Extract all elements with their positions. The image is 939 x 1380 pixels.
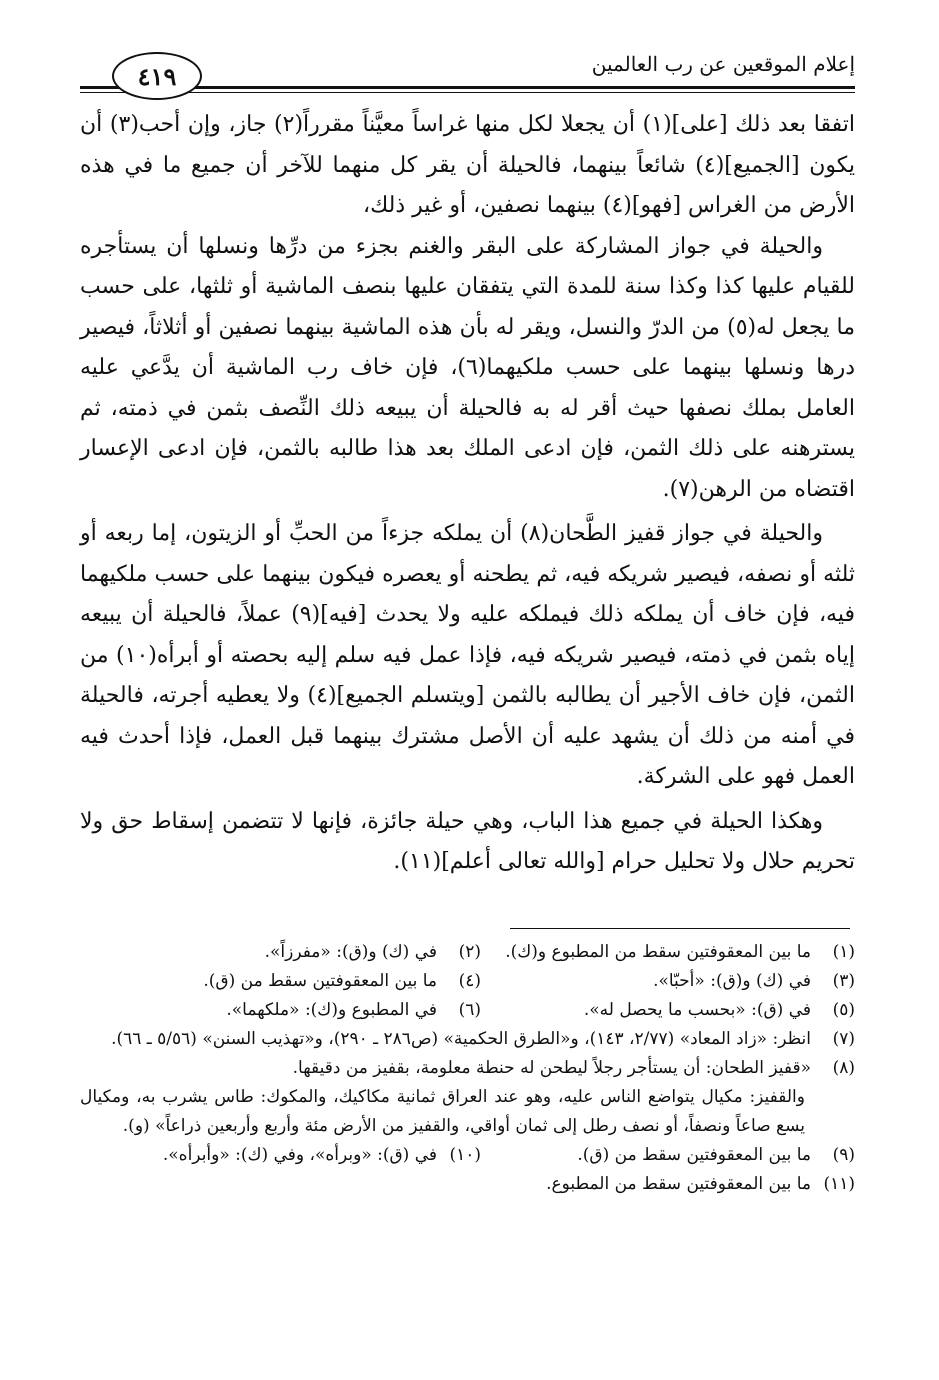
footnote-text: ما بين المعقوفتين سقط من (ق). — [203, 971, 437, 991]
footnote-text-continued: والقفيز: مكيال يتواضع الناس عليه، وهو عند العراق ثمانية مكاكيك، والمكوك: طاس يشرب به، ومكيال يسع صاعاً ونصفاً، أو نصف رطل إلى ثمان أواقي، والقفيز من الأرض مئة وأربع وأربعين ذراعاً» (و). — [80, 1087, 805, 1136]
footnote-separator — [510, 928, 850, 929]
footnote-text: «قفيز الطحان: أن يستأجر رجلاً ليطحن له حنطة معلومة، بقفيز من دقيقها. — [292, 1058, 811, 1078]
footnote-row — [80, 1025, 855, 1054]
footnote-number: (١٠) — [449, 1145, 481, 1165]
paragraph-1: اتفقا بعد ذلك [على](١) أن يجعلا لكل منها غراساً معيَّناً مقرراً(٢) جاز، وإن أحب(٣) أن يكون [الجميع](٤) شائعاً بينهما، فالحيلة أن يقر كل منهما للآخر أن جميع ما في هذه الأرض من الغراس [فهو](٤) بينهما نصفين، أو غير ذلك، — [80, 112, 855, 218]
footnotes — [80, 938, 855, 1199]
footnote-row — [80, 1170, 855, 1199]
paragraph-2: والحيلة في جواز المشاركة على البقر والغنم بجزء من درِّها ونسلها أن يستأجره للقيام عليها كذا وكذا سنة للمدة التي يتفقان عليها بنصف الماشية أو ثلثها، على حسب ما يجعل له(٥) من الدرّ والنسل، ويقر له بأن هذه الماشية بينهما نصفين أو أثلاثاً، فيصير درها ونسلها بينهما على حسب ملكيهما(٦)، فإن خاف رب الماشية أن يدَّعي عليه العامل بملك نصفها حيث أقر له به فالحيلة أن يبيعه ذلك النِّصف بثمن في ذمته، ثم يسترهنه على ذلك الثمن، فإن ادعى الملك بعد هذا طالبه بالثمن، فإن ادعى الإعسار اقتضاه من الرهن(٧). — [80, 233, 856, 502]
footnote-text: في (ك) و(ق): «أحبّا». — [653, 971, 811, 991]
footnote-number: (٥) — [832, 1000, 855, 1020]
footnote-text: ما بين المعقوفتين سقط من (ق). — [577, 1145, 811, 1165]
footnote-number: (٩) — [832, 1145, 855, 1165]
footnote-number: (٧) — [832, 1029, 855, 1049]
page-number: ٤١٩ — [112, 52, 202, 100]
footnote-text: ما بين المعقوفتين سقط من المطبوع و(ك). — [505, 942, 811, 962]
footnote-number: (٣) — [832, 971, 855, 991]
footnote-row — [80, 967, 855, 996]
footnote-number: (١١) — [823, 1174, 855, 1194]
footnote-text: في المطبوع و(ك): «ملكهما». — [226, 1000, 437, 1020]
footnote-text: ما بين المعقوفتين سقط من المطبوع. — [546, 1174, 811, 1194]
footnote-row — [80, 1054, 855, 1083]
footnote-text: في (ك) و(ق): «مفرزاً». — [264, 942, 437, 962]
running-title: إعلام الموقعين عن رب العالمين — [591, 52, 855, 76]
paragraph-3: والحيلة في جواز قفيز الطَّحان(٨) أن يملكه جزءاً من الحبِّ أو الزيتون، إما ربعه أو ثلثه أو نصفه، فيصير شريكه فيه، ثم يطحنه أو يعصره فيكون بينهما على حسب ملكيهما فيه، فإن خاف أن يملكه ذلك فيملكه عليه ولا يحدث [فيه](٩) عملاً، فالحيلة أن يبيعه إياه بثمن في ذمته، فيصير شريكه فيه، فإذا عمل فيه سلم إليه بحصته أو أبرأه(١٠) من الثمن، فإن خاف الأجير أن يطالبه بالثمن [ويتسلم الجميع](٤) ولا يعطيه أجرته، فالحيلة في أمنه من ذلك أن يشهد عليه أن الأصل مشترك بينهما قبل العمل، فإذا أحدث فيه العمل فهو على الشركة. — [80, 521, 856, 789]
paragraph-4: وهكذا الحيلة في جميع هذا الباب، وهي حيلة جائزة، فإنها لا تتضمن إسقاط حق ولا تحريم حلال ولا تحليل حرام [والله تعالى أعلم](١١). — [80, 808, 855, 874]
footnote-number: (٢) — [458, 942, 481, 962]
footnote-row — [80, 1141, 855, 1170]
footnote-number: (٦) — [458, 1000, 481, 1020]
header-rule-thin — [80, 92, 855, 93]
footnote-row — [80, 996, 855, 1025]
main-text — [80, 105, 855, 883]
footnote-number: (١) — [832, 942, 855, 962]
footnote-number: (٤) — [458, 971, 481, 991]
page-header — [80, 40, 855, 100]
footnote-text: في (ق): «وبرأه»، وفي (ك): «وأبرأه». — [162, 1145, 437, 1165]
footnote-row — [80, 938, 855, 967]
footnote-text: في (ق): «بحسب ما يحصل له». — [583, 1000, 811, 1020]
footnote-text: انظر: «زاد المعاد» (٢/٧٧، ١٤٣)، و«الطرق الحكمية» (ص٢٨٦ ـ ٢٩٠)، و«تهذيب السنن» (٥/٥٦ ـ ٦٦). — [111, 1029, 811, 1049]
footnote-number: (٨) — [832, 1058, 855, 1078]
